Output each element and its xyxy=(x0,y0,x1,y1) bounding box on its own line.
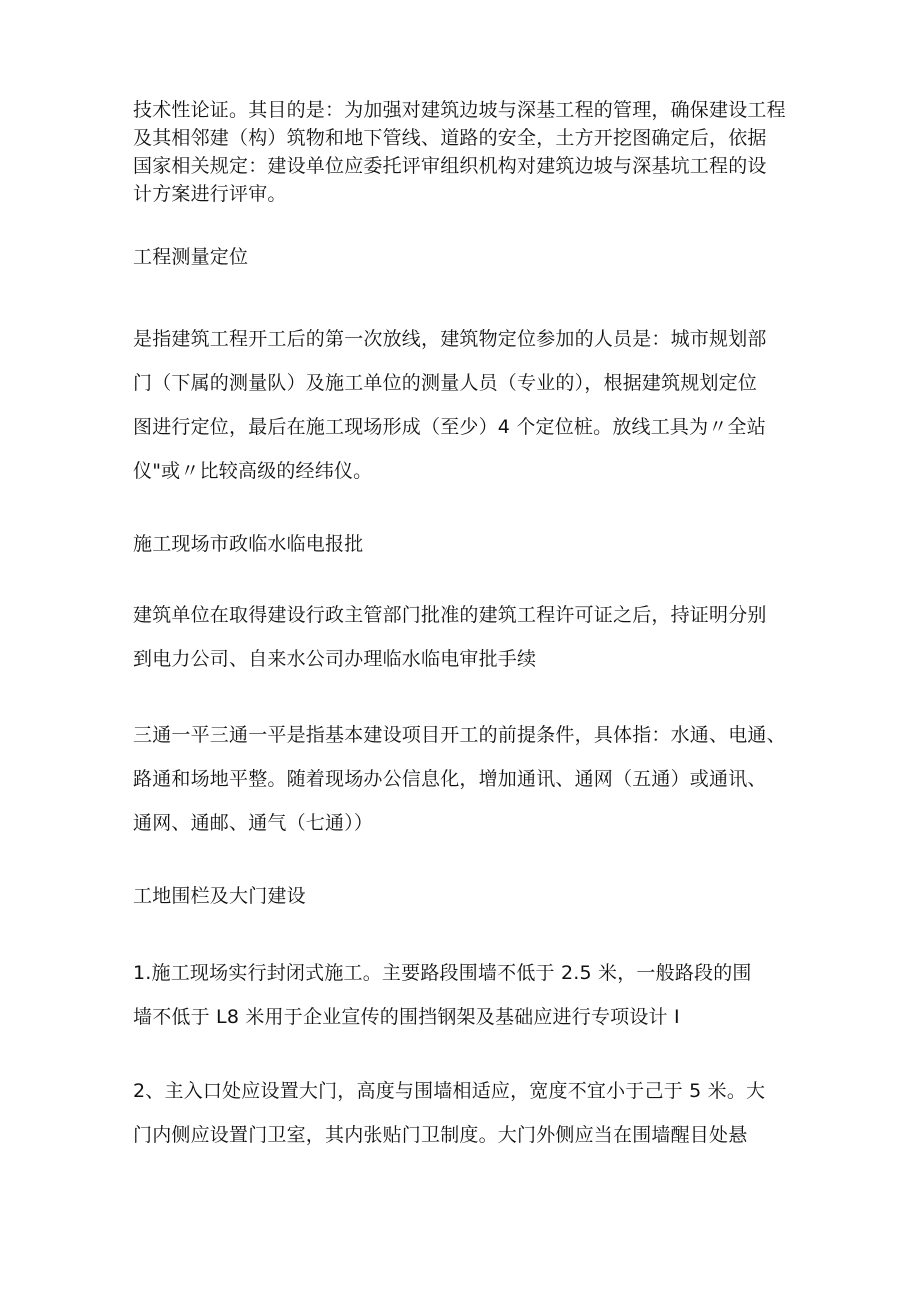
text-line: 门内侧应设置门卫室，其内张贴门卫制度。大门外侧应当在围墙醒目处悬 xyxy=(133,1124,748,1146)
text-line: 路通和场地平整。随着现场办公信息化，增加通讯、通网（五通）或通讯、 xyxy=(133,768,767,790)
text-line: 门（下属的测量队）及施工单位的测量人员（专业的），根据建筑规划定位 xyxy=(133,372,758,394)
paragraph-intro xyxy=(133,96,813,208)
text-line: 到电力公司、自来水公司办理临水临电审批手续 xyxy=(133,648,537,670)
text-line: 2、主入口处应设置大门，高度与围墙相适应，宽度不宜小于己于 5 米。大 xyxy=(133,1080,766,1102)
paragraph-fence-2 xyxy=(133,1069,813,1157)
paragraph-survey xyxy=(133,317,813,493)
text-line: 及其相邻建（构）筑物和地下管线、道路的安全，土方开挖图确定后，依据 xyxy=(133,127,767,149)
text-line: 计方案进行评审。 xyxy=(133,183,287,205)
section-heading-survey xyxy=(133,244,813,271)
heading-text: 工地围栏及大门建设 xyxy=(133,885,306,907)
text-line: 1.施工现场实行封闭式施工。主要路段围墙不低于 2.5 米，一般路段的围 xyxy=(133,962,752,984)
text-line: 技术性论证。其目的是：为加强对建筑边坡与深基工程的管理，确保建设工程 xyxy=(133,99,786,121)
paragraph-three-one xyxy=(133,713,813,845)
paragraph-utilities xyxy=(133,593,813,681)
text-line: 通网、通邮、通气（七通）） xyxy=(133,812,374,834)
text-line: 国家相关规定：建设单位应委托评审组织机构对建筑边坡与深基坑工程的设 xyxy=(133,155,767,177)
text-line: 图进行定位，最后在施工现场形成（至少）4 个定位桩。放线工具为〃全站 xyxy=(133,416,766,438)
text-line: 墙不低于 L8 米用于企业宣传的围挡钢架及基础应进行专项设计 I xyxy=(133,1006,680,1028)
heading-text: 施工现场市政临水临电报批 xyxy=(133,533,364,555)
section-heading-utilities xyxy=(133,531,813,558)
heading-text: 工程测量定位 xyxy=(133,246,249,268)
text-line: 三通一平三通一平是指基本建设项目开工的前提条件，具体指：水通、电通、 xyxy=(133,724,786,746)
text-line: 仪"或〃比较高级的经纬仪。 xyxy=(133,460,373,482)
paragraph-fence-1 xyxy=(133,951,813,1039)
section-heading-fence xyxy=(133,883,813,910)
text-line: 建筑单位在取得建设行政主管部门批准的建筑工程许可证之后，持证明分别 xyxy=(133,604,767,626)
text-line: 是指建筑工程开工后的第一次放线，建筑物定位参加的人员是：城市规划部 xyxy=(133,328,767,350)
